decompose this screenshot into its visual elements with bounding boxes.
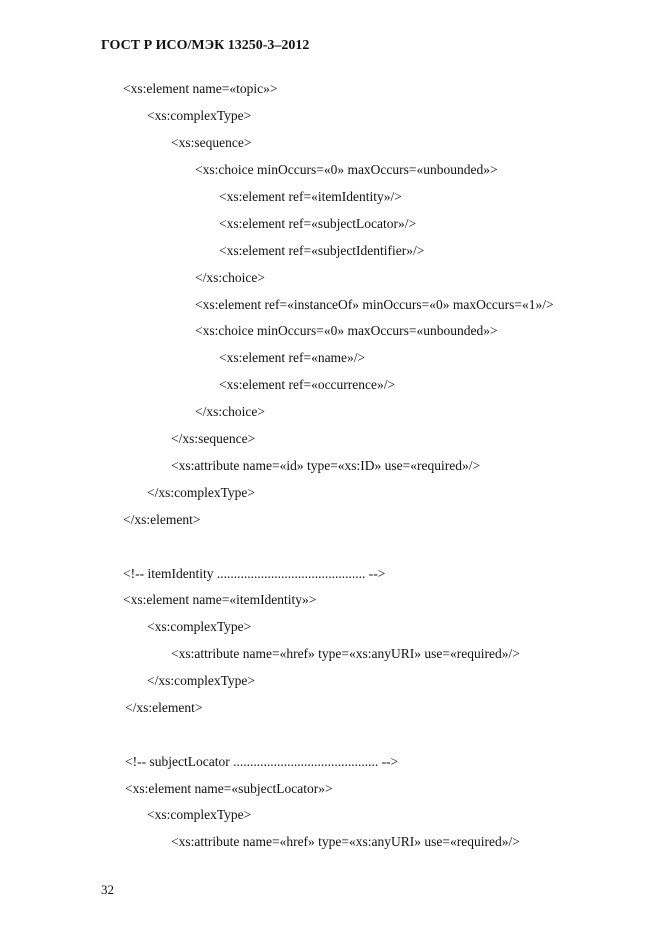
code-line: <xs:choice minOccurs=«0» maxOccurs=«unbounded»>	[195, 162, 498, 177]
code-line: <xs:element ref=«name»/>	[219, 350, 366, 365]
code-line: </xs:sequence>	[171, 431, 256, 446]
code-line: <xs:element name=«subjectLocator»>	[125, 781, 333, 796]
code-line: <xs:sequence>	[171, 135, 252, 150]
code-line: <xs:choice minOccurs=«0» maxOccurs=«unbounded»>	[195, 323, 498, 338]
code-line: </xs:choice>	[195, 404, 265, 419]
code-line: <xs:attribute name=«id» type=«xs:ID» use=«required»/>	[171, 458, 481, 473]
code-line: <xs:element ref=«itemIdentity»/>	[219, 189, 402, 204]
code-comment: <!-- subjectLocator ........................................... -->	[125, 754, 399, 769]
code-line: <xs:element ref=«subjectLocator»/>	[219, 216, 417, 231]
code-line: <xs:element ref=«occurrence»/>	[219, 377, 396, 392]
code-line: </xs:element>	[123, 512, 201, 527]
code-line: <xs:complexType>	[147, 108, 252, 123]
document-header: ГОСТ Р ИСО/МЭК 13250-3–2012	[101, 38, 310, 53]
code-comment: <!-- itemIdentity ............................................ -->	[123, 566, 386, 581]
code-line: <xs:element name=«itemIdentity»>	[123, 592, 317, 607]
code-line: </xs:complexType>	[147, 673, 256, 688]
code-line: <xs:attribute name=«href» type=«xs:anyURI» use=«required»/>	[171, 834, 520, 849]
code-line: <xs:attribute name=«href» type=«xs:anyURI» use=«required»/>	[171, 646, 520, 661]
page-number: 32	[101, 882, 114, 897]
code-line: </xs:choice>	[195, 270, 265, 285]
code-line: </xs:element>	[125, 700, 203, 715]
code-line: <xs:element ref=«subjectIdentifier»/>	[219, 243, 425, 258]
code-line: <xs:element name=«topic»>	[123, 81, 278, 96]
code-line: <xs:complexType>	[147, 619, 252, 634]
code-line: </xs:complexType>	[147, 485, 256, 500]
code-line: <xs:element ref=«instanceOf» minOccurs=«0» maxOccurs=«1»/>	[195, 297, 554, 312]
code-line: <xs:complexType>	[147, 807, 252, 822]
